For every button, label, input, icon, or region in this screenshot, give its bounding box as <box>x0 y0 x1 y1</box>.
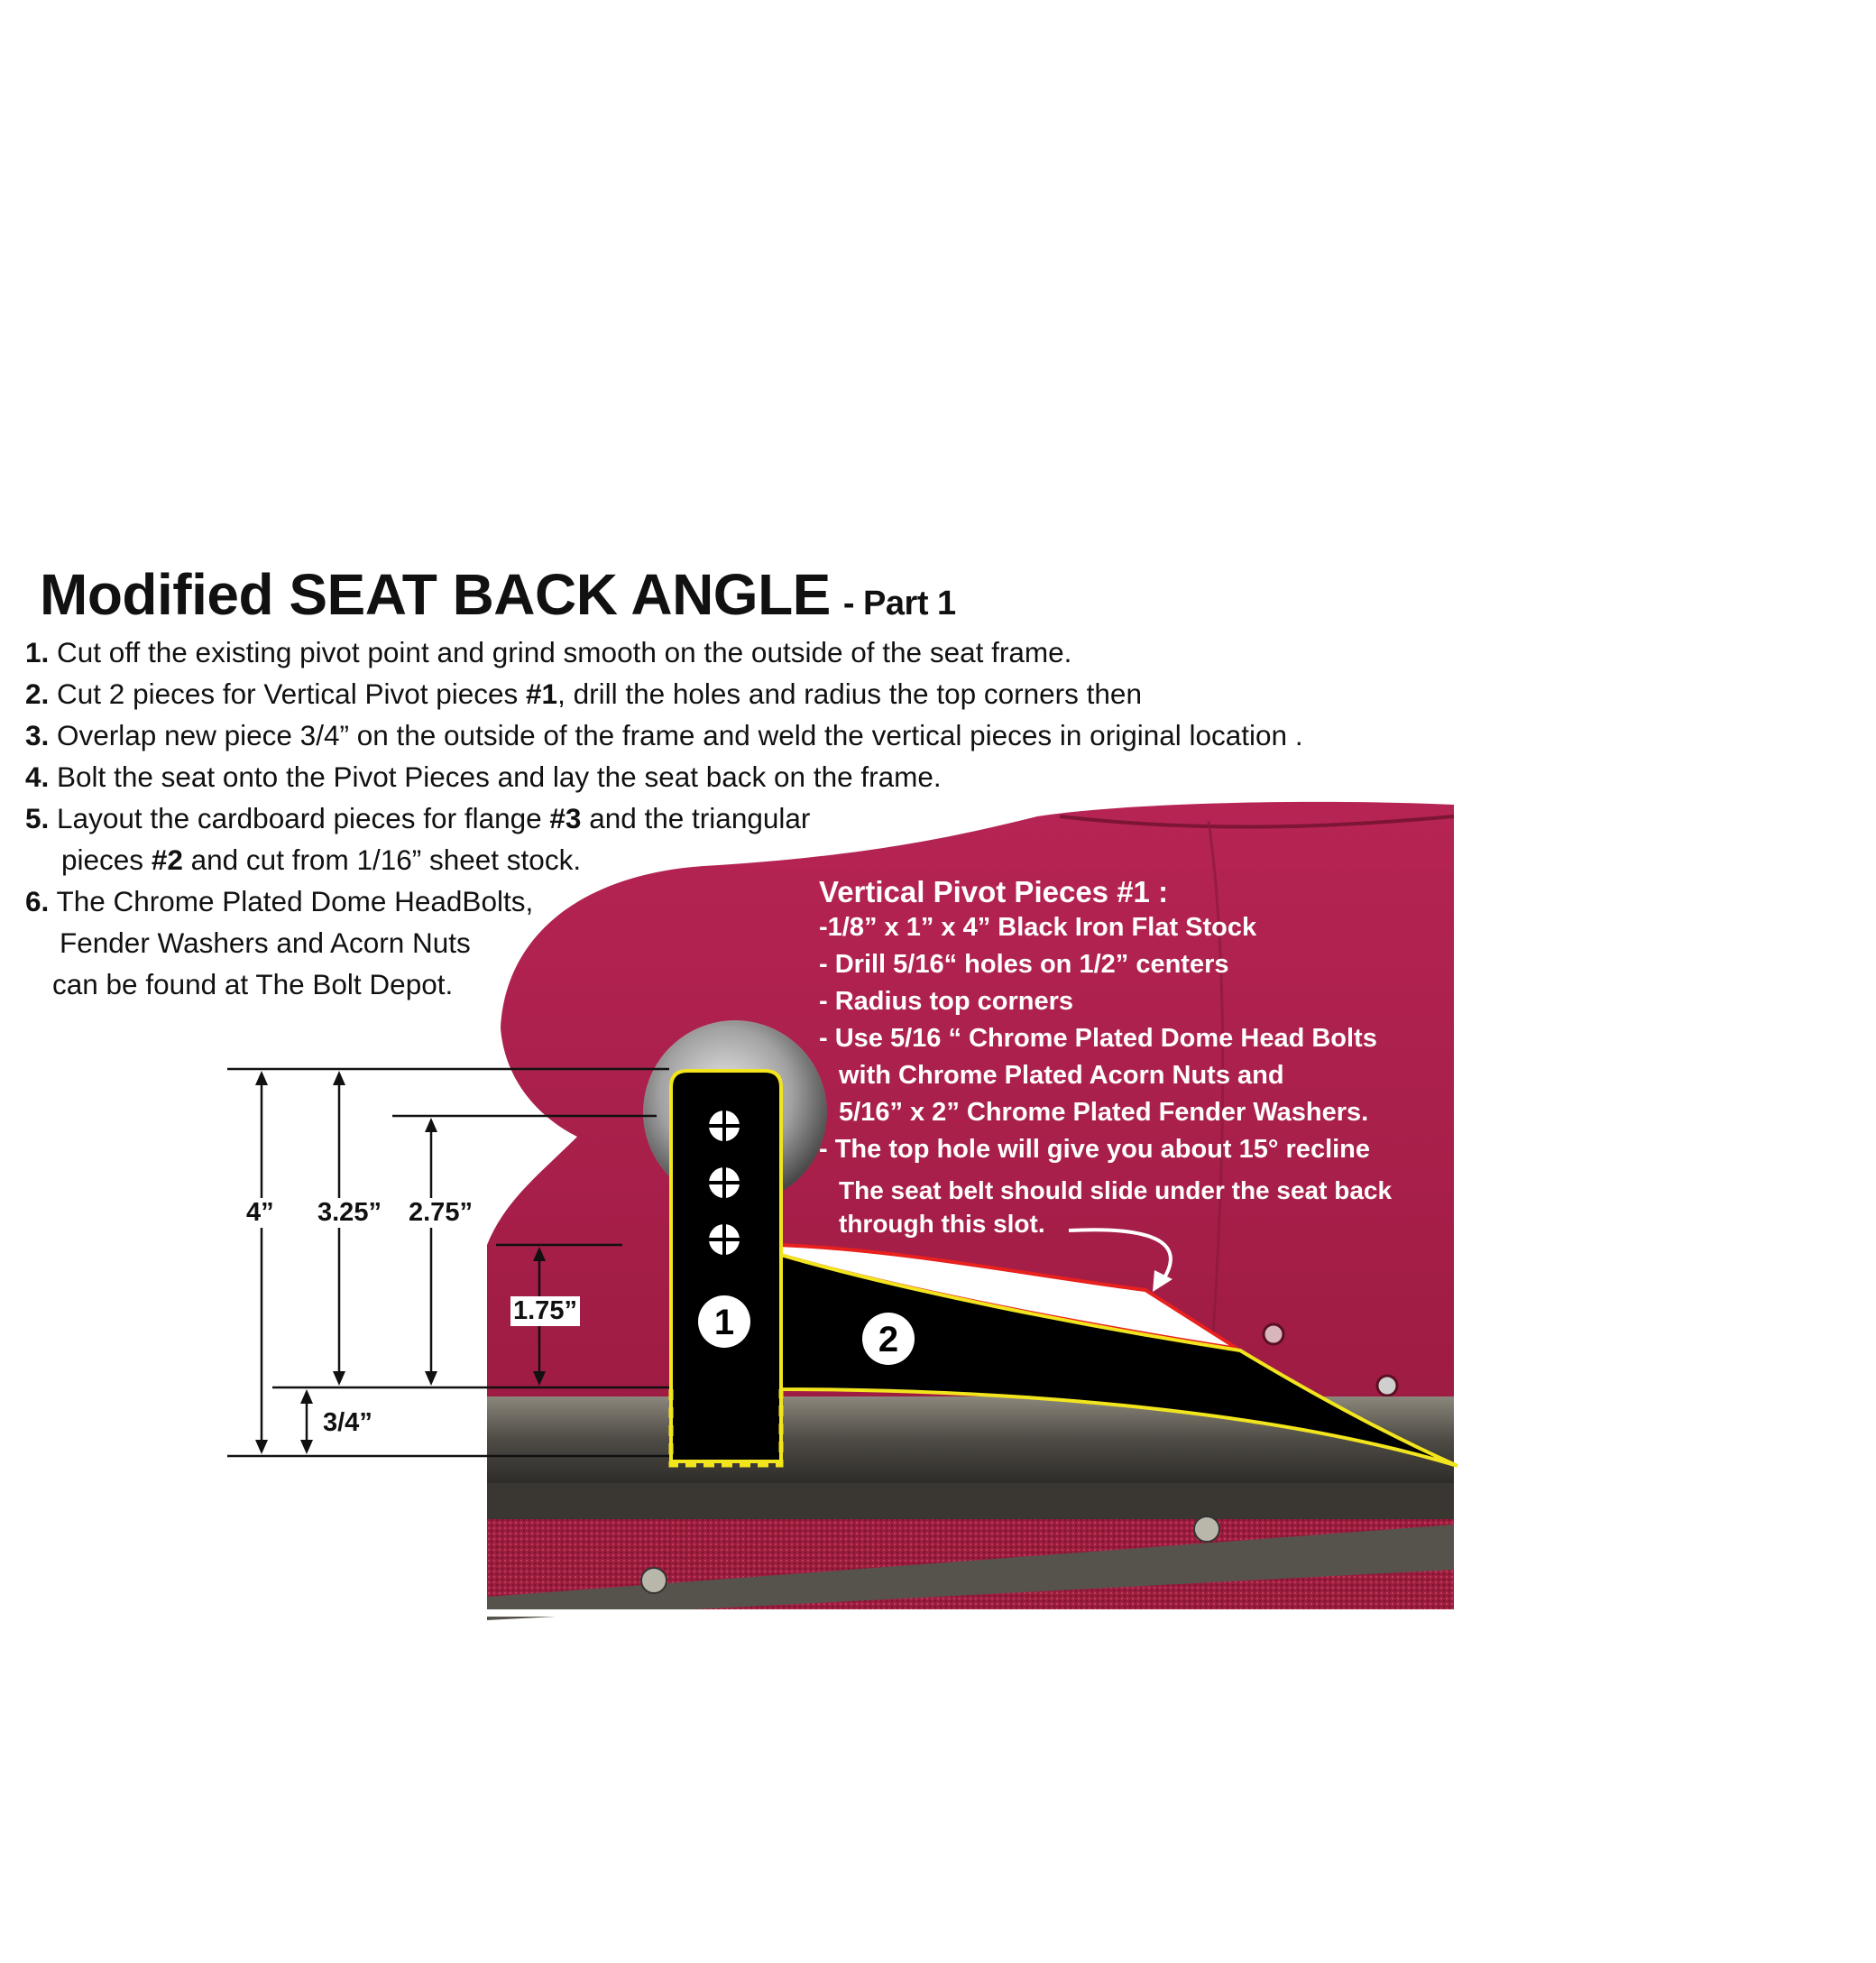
arrowhead <box>425 1371 437 1386</box>
pivot-hole <box>709 1111 740 1141</box>
upholstery-button <box>1377 1376 1397 1396</box>
pivot-note-line: - Drill 5/16“ holes on 1/2” centers <box>819 950 1229 979</box>
step-6-continued-1: Fender Washers and Acorn Nuts <box>60 926 471 959</box>
pivot-note-line: 5/16” x 2” Chrome Plated Fender Washers. <box>839 1098 1369 1127</box>
arrowhead <box>300 1440 313 1454</box>
arrowhead <box>300 1389 313 1404</box>
dim-label-4: 4” <box>244 1198 277 1228</box>
frame-bolt <box>1194 1516 1219 1542</box>
seat-frame-rail-lower <box>487 1483 1454 1519</box>
piece-2-label: 2 <box>878 1320 899 1359</box>
step-text: Cut off the existing pivot point and grind smooth on the outside of the seat frame. <box>49 636 1072 668</box>
step-number: 5. <box>25 802 50 834</box>
step-number: 3. <box>25 719 50 751</box>
upholstery-button <box>1264 1324 1283 1344</box>
dim-label-2-75: 2.75” <box>406 1198 475 1228</box>
title-sub: - Part 1 <box>842 585 956 622</box>
belt-note-line: through this slot. <box>839 1210 1045 1238</box>
step-number: 2. <box>25 677 50 710</box>
step-text-tail: and cut from 1/16” sheet stock. <box>182 843 582 876</box>
step-text: The Chrome Plated Dome HeadBolts, <box>49 885 534 917</box>
step-number: 4. <box>25 760 50 793</box>
step-6-continued-2: can be found at The Bolt Depot. <box>52 968 454 1000</box>
arrowhead <box>255 1071 268 1085</box>
image-bottom-edge <box>487 1609 1454 1617</box>
dim-label-3-25: 3.25” <box>315 1198 384 1228</box>
step-number: 1. <box>25 636 50 668</box>
dim-label-3-4: 3/4” <box>323 1408 372 1437</box>
arrowhead <box>425 1118 437 1132</box>
step-text: Layout the cardboard pieces for flange <box>49 802 550 834</box>
pivot-note-line: - Radius top corners <box>819 987 1073 1016</box>
step-text-tail: , drill the holes and radius the top corners then <box>557 677 1142 710</box>
step-number: 6. <box>25 885 50 917</box>
pivot-holes <box>709 1111 740 1255</box>
belt-note-line: The seat belt should slide under the seat back <box>839 1176 1393 1204</box>
arrowhead <box>333 1371 345 1386</box>
step-bold: #2 <box>151 843 183 876</box>
step-text: Overlap new piece 3/4” on the outside of the frame and weld the vertical pieces in original location . <box>49 719 1303 751</box>
arrowhead <box>255 1440 268 1454</box>
step-bold: #3 <box>549 802 582 834</box>
step-text: pieces <box>61 843 152 876</box>
title-main: Modified SEAT BACK ANGLE <box>40 562 831 627</box>
step-text: Bolt the seat onto the Pivot Pieces and lay the seat back on the frame. <box>49 760 942 793</box>
step-text-tail: and the triangular <box>581 802 811 834</box>
pivot-hole <box>709 1167 740 1198</box>
pivot-hole <box>709 1224 740 1255</box>
pivot-note-line: - Use 5/16 “ Chrome Plated Dome Head Bolts <box>819 1024 1377 1053</box>
pivot-note-line: -1/8” x 1” x 4” Black Iron Flat Stock <box>819 913 1257 942</box>
pivot-notes-title: Vertical Pivot Pieces #1 : <box>819 875 1169 908</box>
dim-label-1-75: 1.75” <box>510 1296 580 1326</box>
step-text: Cut 2 pieces for Vertical Pivot pieces <box>49 677 527 710</box>
arrowhead <box>333 1071 345 1085</box>
frame-bolt <box>641 1568 667 1593</box>
pivot-note-line: with Chrome Plated Acorn Nuts and <box>839 1061 1284 1090</box>
step-bold: #1 <box>526 677 558 710</box>
piece-1-label: 1 <box>713 1303 735 1342</box>
pivot-note-line: - The top hole will give you about 15° recline <box>819 1135 1371 1164</box>
